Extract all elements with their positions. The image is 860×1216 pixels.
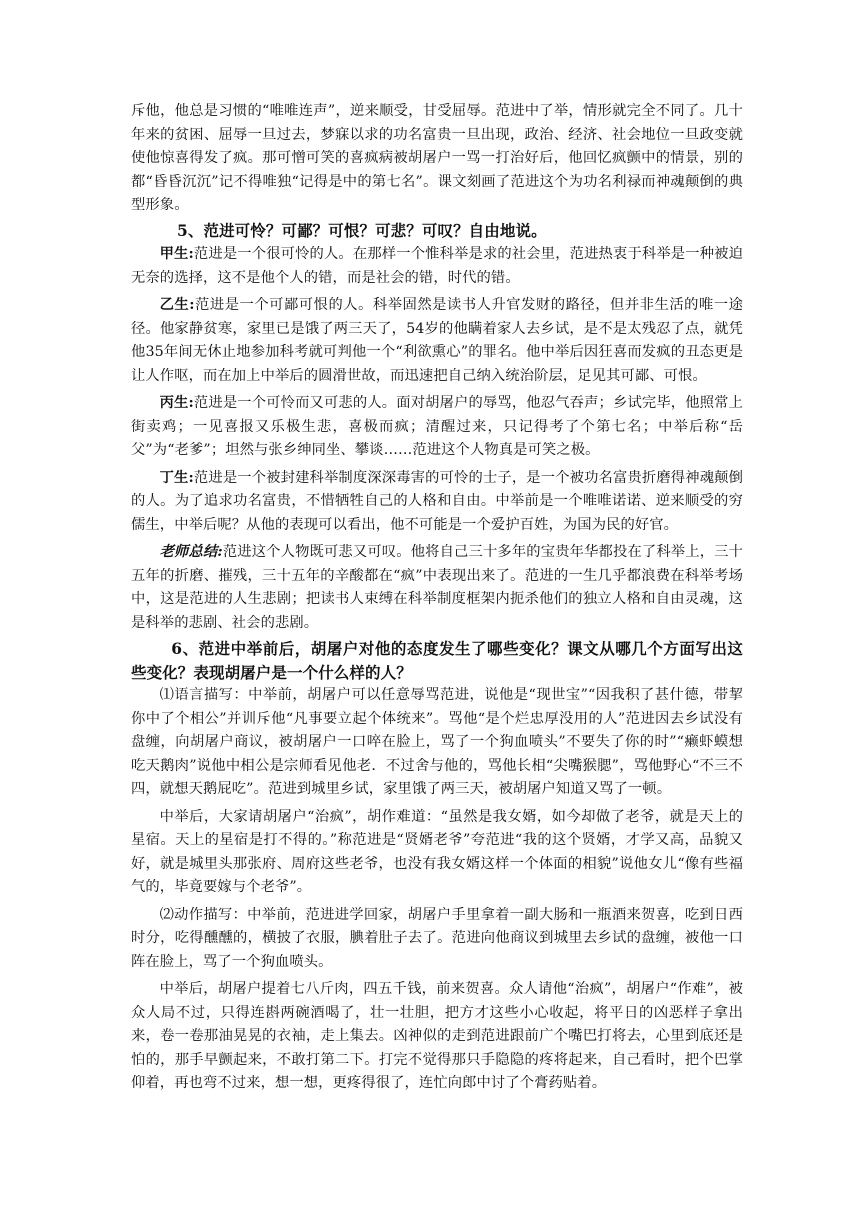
document-page [131, 100, 743, 1096]
language-description-before: ⑴语言描写：中举前，胡屠户可以任意辱骂范进，说他是“现世宝”“因我积了甚什德，带挈你中了个相公”并训斥他“凡事要立起个体统来”。骂他“是个烂忠厚没用的人”范进因去乡试没有盘缠，向胡屠户商议，被胡屠户一口啐在脸上，骂了一个狗血喷头”不要失了你的时”“癞虾蟆想吃天鹅肉”说他中相公是宗师看见他老．不过舍与他的，骂他长相“尖嘴猴腮”，骂他野心“不三不四，就想天鹅屁吃”。范进到城里乡试，家里饿了两三天，被胡屠户知道又骂了一顿。 [131, 687, 743, 797]
answer-student-a [131, 243, 743, 290]
action-description-after: 中举后，胡屠户提着七八斤肉，四五千钱，前来贺喜。众人请他“治疯”，胡屠户“作难”，被众人局不过，只得连斟两碗酒喝了，壮一壮胆，把方才这些小心收起，将平日的凶恶样子拿出来，卷一卷那油晃晃的衣袖，走上集去。凶神似的走到范进跟前广个嘴巴打将去，心里到底还是怕的，那手早颤起来，不敢打第二下。打完不觉得那只手隐隐的疼将起来，自己看时，把个巴掌仰着，再也弯不过来，想一想，更疼得很了，连忙向郎中讨了个膏药贴着。 [131, 981, 743, 1091]
answer-student-c [131, 392, 743, 463]
answer-text: 范进是一个可鄙可恨的人。科举固然是读书人升官发财的路径，但并非生活的唯一途径。他家静贫寒，家里已是饿了两三天了，54岁的他瞒着家人去乡试，是不是太残忍了点，就凭他35年间无休止地参加科考就可判他一个“利欲熏心”的罪名。他中举后因狂喜而发疯的丑态更是让人作呕，而在加上中举后的圆滑世故，而迅速把自己纳入统治阶层，足见其可鄙、可恨。 [131, 297, 744, 384]
speaker-label: 甲生: [159, 246, 194, 262]
answer-student-d [131, 467, 743, 538]
question-6-heading: 6、范进中举前后，胡屠户对他的态度发生了哪些变化？课文从哪几个方面写出这些变化？表现胡屠户是一个什么样的人？ [131, 639, 743, 682]
teacher-summary [131, 541, 743, 635]
speaker-label: 乙生: [159, 297, 195, 313]
summary-text: 范进这个人物既可悲又可叹。他将自己三十多年的宝贵年华都投在了科举上，三十五年的折磨、摧残，三十五年的辛酸都在“疯”中表现出来了。范进的一生几乎都浪费在科举考场中，这是范进的人生悲剧；把读书人束缚在科举制度框架内扼杀他们的独立人格和自由灵魂，这是科举的悲剧、社会的悲剧。 [131, 544, 743, 631]
answer-text: 范进是一个可怜而又可悲的人。面对胡屠户的辱骂，他忍气吞声；乡试完毕，他照常上街卖鸡；一见喜报又乐极生悲，喜极而疯；清醒过来，只记得考了个第七名；中举后称“岳父”为“老爹”；坦然与张乡绅同坐、攀谈……范进这个人物真是可笑之极。 [131, 395, 744, 458]
language-description-after: 中举后，大家请胡屠户“治疯”，胡作难道：“虽然是我女婿，如今却做了老爷，就是天上的星宿。天上的星宿是打不得的。”称范进是“贤婿老爷”夸范进“我的这个贤婿，才学又高，品貌又好，就是城里头那张府、周府这些老爷，也没有我女婿这样一个体面的相貌”说他女儿“像有些福气的，毕竟要嫁与个老爷”。 [131, 808, 743, 895]
speaker-label: 丙生: [159, 395, 194, 411]
speaker-label: 老师总结: [159, 544, 223, 560]
answer-text: 范进是一个很可怜的人。在那样一个惟科举是求的社会里，范进热衷于科举是一种被迫无奈的选择，这不是他个人的错，而是社会的错，时代的错。 [131, 246, 744, 286]
answer-student-b [131, 294, 743, 388]
question-5-heading: 5、范进可怜？可鄙？可恨？可悲？可叹？自由地说。 [177, 220, 547, 240]
intro-paragraph: 斥他，他总是习惯的“唯唯连声”，逆来顺受，甘受屈辱。范进中了举，情形就完全不同了。几十年来的贫困、屈辱一旦过去，梦寐以求的功名富贵一旦出现，政治、经济、社会地位一旦政变就使他惊喜得发了疯。那可憎可笑的喜疯病被胡屠户一骂一打治好后，他回忆疯颤中的情景，别的都“昏昏沉沉”记不得唯独“记得是中的第七名”。课文刻画了范进这个为功名利禄而神魂颠倒的典型形象。 [131, 103, 743, 213]
action-description-before: ⑵动作描写：中举前，范进进学回家，胡屠户手里拿着一副大肠和一瓶酒来贺喜，吃到日西时分，吃得醺醺的，横披了衣服，腆着肚子去了。范进向他商议到城里去乡试的盘缠，被他一口阵在脸上，骂了一个狗血喷头。 [131, 906, 743, 970]
answer-text: 范进是一个被封建科举制度深深毒害的可怜的士子，是一个被功名富贵折磨得神魂颠倒的人。为了追求功名富贵，不惜牺牲自己的人格和自由。中举前是一个唯唯诺诺、逆来顺受的穷儒生，中举后呢？从他的表现可以看出，他不可能是一个爱护百姓，为国为民的好官。 [131, 469, 744, 533]
speaker-label: 丁生: [159, 469, 194, 486]
